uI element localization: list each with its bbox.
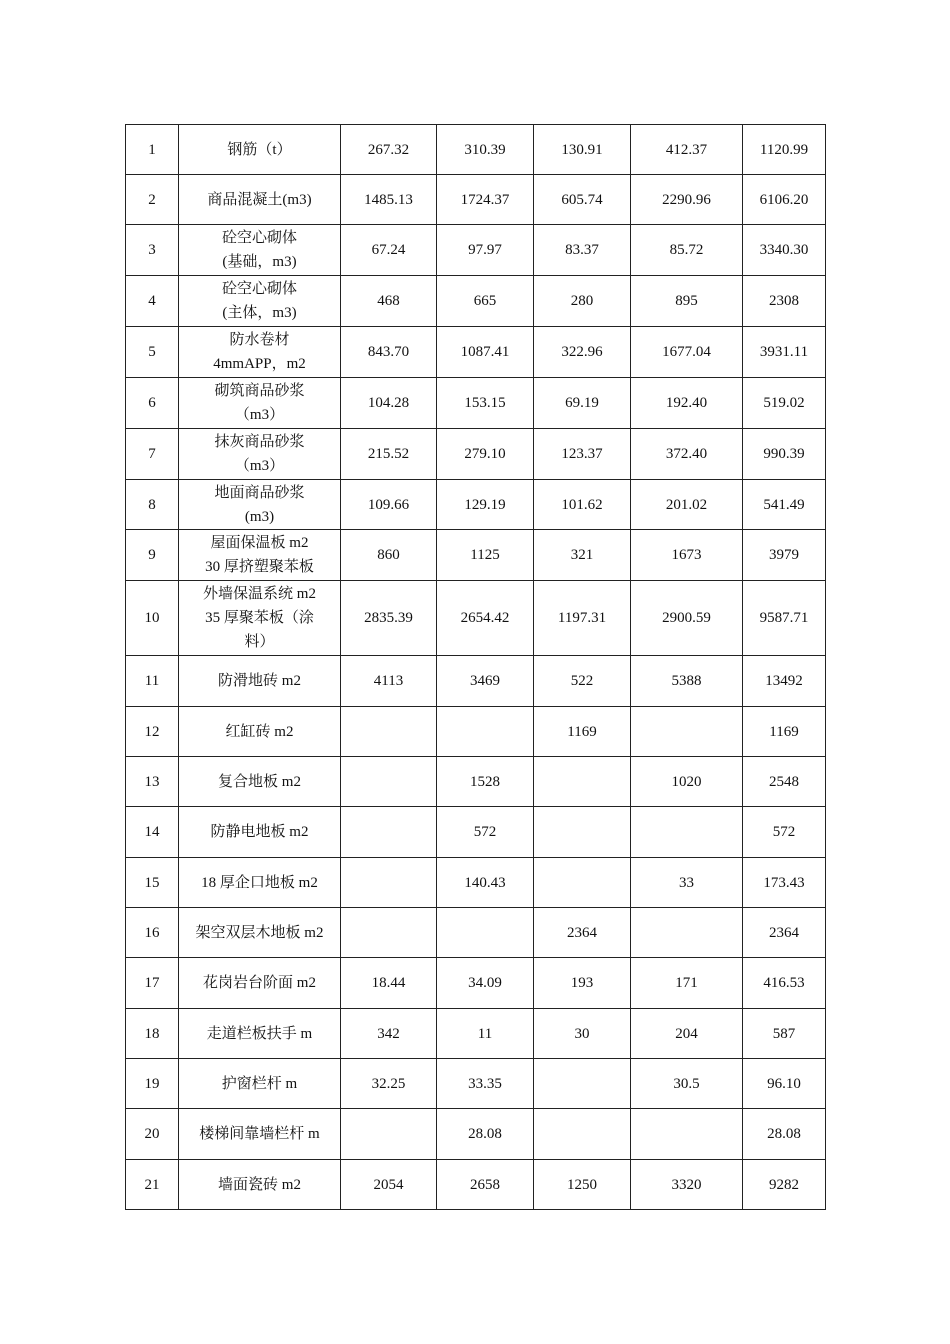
row-number-cell: 20 (126, 1109, 179, 1160)
value-cell-3: 101.62 (534, 480, 631, 530)
item-name-line: 抹灰商品砂浆 (214, 434, 305, 450)
row-number-cell: 14 (126, 807, 179, 858)
table-row (126, 1009, 826, 1059)
row-number-cell: 9 (126, 530, 179, 581)
value-cell-1 (341, 707, 437, 757)
item-name-line: 花岗岩台阶面 m2 (203, 975, 316, 991)
table-row (126, 1160, 826, 1210)
value-cell-4: 192.40 (631, 378, 743, 429)
row-number-cell: 4 (126, 276, 179, 327)
item-name-line: 外墙保温系统 m2 (203, 586, 316, 602)
item-name-line: （m3） (234, 458, 285, 474)
value-cell-1: 32.25 (341, 1059, 437, 1109)
value-cell-2: 2654.42 (437, 581, 534, 656)
item-name-cell (179, 908, 341, 958)
item-name-cell (179, 707, 341, 757)
item-name-cell (179, 858, 341, 908)
item-name-line: (m3) (244, 508, 275, 525)
table-row (126, 175, 826, 225)
item-name-line: 走道栏板扶手 m (206, 1025, 313, 1042)
item-name-line: 复合地板 m2 (218, 773, 301, 790)
value-cell-3: 69.19 (534, 378, 631, 429)
value-cell-3: 1197.31 (534, 581, 631, 656)
value-cell-1: 67.24 (341, 225, 437, 276)
item-name-cell (179, 807, 341, 858)
value-cell-4: 895 (631, 276, 743, 327)
row-number-cell: 2 (126, 175, 179, 225)
total-cell: 519.02 (743, 378, 826, 429)
total-cell: 3340.30 (743, 225, 826, 276)
value-cell-3: 280 (534, 276, 631, 327)
total-cell: 173.43 (743, 858, 826, 908)
value-cell-4: 85.72 (631, 225, 743, 276)
value-cell-3: 605.74 (534, 175, 631, 225)
item-name-line: 砌筑商品砂浆 (214, 383, 305, 399)
value-cell-1: 2054 (341, 1160, 437, 1210)
value-cell-4: 1673 (631, 530, 743, 581)
item-name-line: 墙面瓷砖 m2 (218, 1176, 301, 1193)
value-cell-4: 372.40 (631, 429, 743, 480)
item-name-line: 架空双层木地板 m2 (195, 924, 324, 941)
row-number-cell: 3 (126, 225, 179, 276)
value-cell-1: 215.52 (341, 429, 437, 480)
value-cell-2: 279.10 (437, 429, 534, 480)
value-cell-2: 1528 (437, 757, 534, 807)
row-number-cell: 15 (126, 858, 179, 908)
item-name-line: 钢筋（t） (227, 141, 292, 158)
total-cell: 13492 (743, 656, 826, 707)
value-cell-2: 153.15 (437, 378, 534, 429)
value-cell-3: 1250 (534, 1160, 631, 1210)
value-cell-3 (534, 1109, 631, 1160)
row-number-cell: 10 (126, 581, 179, 656)
value-cell-4 (631, 807, 743, 858)
table-row (126, 958, 826, 1009)
row-number-cell: 19 (126, 1059, 179, 1109)
total-cell: 28.08 (743, 1109, 826, 1160)
value-cell-3: 30 (534, 1009, 631, 1059)
total-cell: 3979 (743, 530, 826, 581)
value-cell-4: 5388 (631, 656, 743, 707)
item-name-cell (179, 656, 341, 707)
item-name-line: 防静电地板 m2 (210, 824, 309, 840)
value-cell-2 (437, 707, 534, 757)
row-number-cell: 11 (126, 656, 179, 707)
row-number-cell: 17 (126, 958, 179, 1009)
row-number-cell: 8 (126, 480, 179, 530)
table-row (126, 858, 826, 908)
value-cell-2: 11 (437, 1009, 534, 1059)
total-cell: 541.49 (743, 480, 826, 530)
item-name-cell (179, 125, 341, 175)
value-cell-4 (631, 1109, 743, 1160)
total-cell: 587 (743, 1009, 826, 1059)
value-cell-4: 1677.04 (631, 327, 743, 378)
value-cell-2: 1724.37 (437, 175, 534, 225)
value-cell-1 (341, 908, 437, 958)
value-cell-4: 2290.96 (631, 175, 743, 225)
table-row (126, 530, 826, 581)
value-cell-3: 1169 (534, 707, 631, 757)
item-name-line: 商品混凝土(m3) (207, 191, 312, 208)
value-cell-3: 130.91 (534, 125, 631, 175)
item-name-cell (179, 530, 341, 581)
item-name-cell (179, 378, 341, 429)
row-number-cell: 5 (126, 327, 179, 378)
item-name-cell (179, 1059, 341, 1109)
value-cell-2: 129.19 (437, 480, 534, 530)
table-row (126, 480, 826, 530)
item-name-line: 30 厚挤塑聚苯板 (205, 559, 314, 575)
value-cell-2: 1087.41 (437, 327, 534, 378)
value-cell-3 (534, 1059, 631, 1109)
item-name-cell (179, 429, 341, 480)
value-cell-3: 123.37 (534, 429, 631, 480)
value-cell-4: 2900.59 (631, 581, 743, 656)
table-row (126, 581, 826, 656)
value-cell-1: 843.70 (341, 327, 437, 378)
total-cell: 3931.11 (743, 327, 826, 378)
value-cell-2 (437, 908, 534, 958)
value-cell-1: 1485.13 (341, 175, 437, 225)
item-name-line: 红缸砖 m2 (225, 723, 294, 740)
row-number-cell: 16 (126, 908, 179, 958)
value-cell-3 (534, 757, 631, 807)
total-cell: 6106.20 (743, 175, 826, 225)
value-cell-4: 204 (631, 1009, 743, 1059)
item-name-line: 料） (244, 634, 275, 650)
item-name-cell (179, 225, 341, 276)
value-cell-1: 109.66 (341, 480, 437, 530)
total-cell: 1120.99 (743, 125, 826, 175)
value-cell-4: 30.5 (631, 1059, 743, 1109)
table-row (126, 225, 826, 276)
item-name-cell (179, 327, 341, 378)
value-cell-2: 665 (437, 276, 534, 327)
item-name-cell (179, 1109, 341, 1160)
value-cell-4: 1020 (631, 757, 743, 807)
item-name-line: 地面商品砂浆 (214, 484, 305, 501)
row-number-cell: 1 (126, 125, 179, 175)
value-cell-2: 34.09 (437, 958, 534, 1009)
value-cell-1: 468 (341, 276, 437, 327)
table-row (126, 656, 826, 707)
item-name-line: 35 厚聚苯板（涂 (205, 610, 314, 626)
value-cell-1 (341, 1109, 437, 1160)
value-cell-1: 2835.39 (341, 581, 437, 656)
value-cell-1 (341, 858, 437, 908)
value-cell-3 (534, 807, 631, 858)
value-cell-2: 2658 (437, 1160, 534, 1210)
value-cell-4: 3320 (631, 1160, 743, 1210)
value-cell-4: 201.02 (631, 480, 743, 530)
item-name-cell (179, 958, 341, 1009)
item-name-cell (179, 276, 341, 327)
value-cell-1: 267.32 (341, 125, 437, 175)
total-cell: 416.53 (743, 958, 826, 1009)
row-number-cell: 12 (126, 707, 179, 757)
value-cell-3: 83.37 (534, 225, 631, 276)
table-row (126, 1059, 826, 1109)
item-name-line: 4mmAPP，m2 (213, 356, 306, 372)
table-row (126, 429, 826, 480)
row-number-cell: 7 (126, 429, 179, 480)
item-name-line: 18 厚企口地板 m2 (201, 874, 318, 891)
value-cell-2: 1125 (437, 530, 534, 581)
value-cell-3: 522 (534, 656, 631, 707)
value-cell-2: 97.97 (437, 225, 534, 276)
value-cell-2: 310.39 (437, 125, 534, 175)
value-cell-1: 104.28 (341, 378, 437, 429)
item-name-line: 楼梯间靠墙栏杆 m (199, 1126, 320, 1142)
value-cell-4: 171 (631, 958, 743, 1009)
row-number-cell: 21 (126, 1160, 179, 1210)
value-cell-1 (341, 807, 437, 858)
item-name-cell (179, 581, 341, 656)
value-cell-1: 342 (341, 1009, 437, 1059)
table-row (126, 807, 826, 858)
total-cell: 9587.71 (743, 581, 826, 656)
value-cell-3: 193 (534, 958, 631, 1009)
value-cell-1: 18.44 (341, 958, 437, 1009)
total-cell: 9282 (743, 1160, 826, 1210)
value-cell-3: 321 (534, 530, 631, 581)
value-cell-3: 322.96 (534, 327, 631, 378)
value-cell-3 (534, 858, 631, 908)
item-name-line: (基础，m3) (222, 254, 297, 270)
table-row (126, 378, 826, 429)
total-cell: 572 (743, 807, 826, 858)
total-cell: 990.39 (743, 429, 826, 480)
value-cell-4: 412.37 (631, 125, 743, 175)
value-cell-2: 572 (437, 807, 534, 858)
value-cell-4 (631, 707, 743, 757)
value-cell-1: 860 (341, 530, 437, 581)
item-name-line: 砼空心砌体 (221, 230, 297, 246)
total-cell: 1169 (743, 707, 826, 757)
value-cell-4 (631, 908, 743, 958)
value-cell-2: 28.08 (437, 1109, 534, 1160)
row-number-cell: 6 (126, 378, 179, 429)
value-cell-1: 4113 (341, 656, 437, 707)
item-name-line: （m3） (234, 407, 285, 423)
item-name-line: (主体，m3) (222, 305, 297, 321)
table-row (126, 757, 826, 807)
value-cell-2: 140.43 (437, 858, 534, 908)
item-name-cell (179, 757, 341, 807)
value-cell-2: 33.35 (437, 1059, 534, 1109)
total-cell: 2548 (743, 757, 826, 807)
materials-table (125, 124, 826, 1210)
value-cell-2: 3469 (437, 656, 534, 707)
row-number-cell: 18 (126, 1009, 179, 1059)
table-row (126, 276, 826, 327)
value-cell-4: 33 (631, 858, 743, 908)
table-row (126, 908, 826, 958)
item-name-line: 防滑地砖 m2 (218, 673, 301, 689)
item-name-line: 屋面保温板 m2 (210, 535, 309, 551)
total-cell: 2364 (743, 908, 826, 958)
value-cell-1 (341, 757, 437, 807)
item-name-cell (179, 1009, 341, 1059)
item-name-line: 砼空心砌体 (221, 281, 297, 297)
total-cell: 96.10 (743, 1059, 826, 1109)
total-cell: 2308 (743, 276, 826, 327)
item-name-line: 护窗栏杆 m (221, 1075, 298, 1092)
table-row (126, 125, 826, 175)
item-name-line: 防水卷材 (229, 332, 290, 348)
row-number-cell: 13 (126, 757, 179, 807)
value-cell-3: 2364 (534, 908, 631, 958)
table-row (126, 707, 826, 757)
item-name-cell (179, 175, 341, 225)
table-row (126, 1109, 826, 1160)
item-name-cell (179, 1160, 341, 1210)
table-row (126, 327, 826, 378)
item-name-cell (179, 480, 341, 530)
